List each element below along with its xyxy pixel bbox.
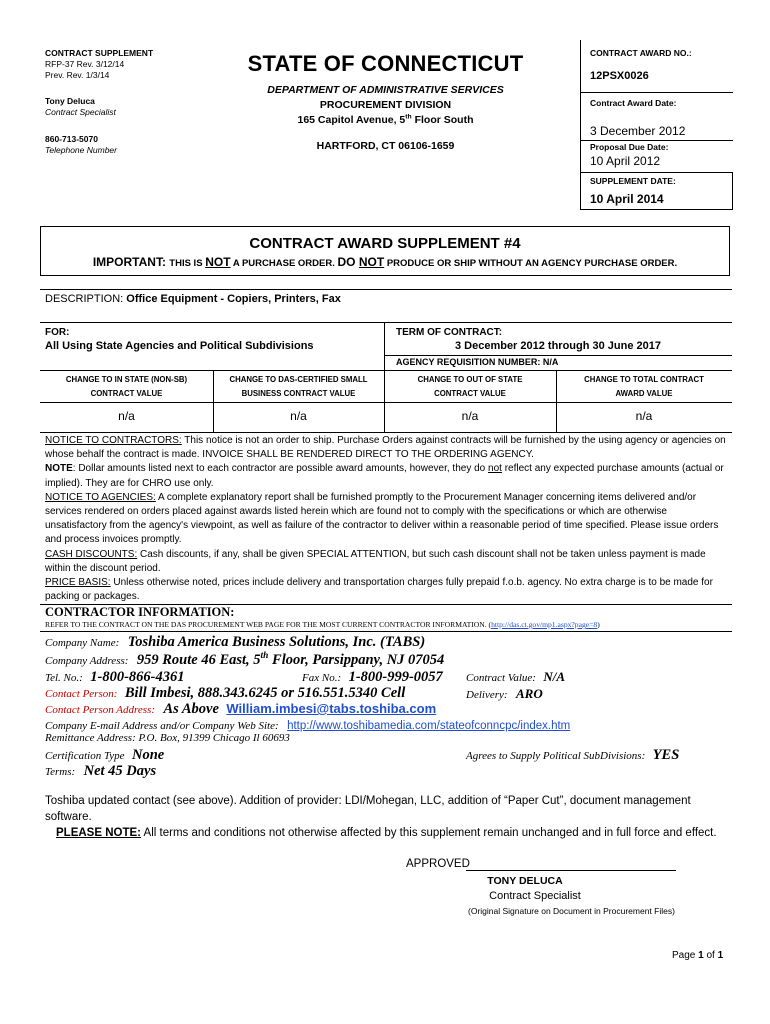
approver-name: TONY DELUCA: [487, 875, 563, 887]
rfp-revision: RFP-37 Rev. 3/12/14: [45, 59, 125, 69]
agrees-political-subdivisions: YES: [652, 747, 680, 763]
supplement-date: 10 April 2014: [590, 192, 664, 206]
change-value-total: n/a: [635, 409, 653, 423]
contact-address-row: Contact Person Address: As Above William.imbesi@tabs.toshiba.com: [45, 701, 437, 717]
requisition-number: AGENCY REQUISITION NUMBER: N/A: [396, 357, 559, 367]
division: PROCUREMENT DIVISION: [319, 99, 452, 111]
contact-address: As Above: [163, 701, 219, 717]
signature-note: (Original Signature on Document in Procurement Files): [468, 906, 675, 916]
tel-row: Tel. No.: 1-800-866-4361: [45, 669, 185, 685]
payment-terms: Net 45 Days: [83, 763, 157, 779]
specialist-name: Tony Deluca: [45, 96, 95, 106]
street-address: 165 Capitol Avenue, 5th Floor South: [297, 113, 474, 126]
price-basis: PRICE BASIS: Unless otherwise noted, prices include delivery and transportation charges fully prepaid f.o.b. agency. No extra charge is to be made for packing or packages.: [45, 577, 713, 603]
notice-to-agencies: NOTICE TO AGENCIES: A complete explanatory report shall be furnished promptly to the Procurement Manager concerning items delivered and/or services rendered on orders placed against awards listed herein which are found not to comply with the specifications or which are otherwise unsatisfactory from the agency's viewpoint, as well as failure of the contractor to deliver within a reasonable period of time specified. Please issue orders and process invoices promptly.: [45, 491, 719, 546]
city-address: HARTFORD, CT 06106-1659: [316, 140, 455, 152]
web-row: Company E-mail Address and/or Company Web Site: http://www.toshibamedia.com/stateofconncpc/index.htm: [45, 720, 571, 732]
header-left: [45, 48, 225, 156]
contact-email-link[interactable]: William.imbesi@tabs.toshiba.com: [226, 701, 437, 716]
certification-row: Certification Type None: [45, 747, 165, 763]
note: NOTE: Dollar amounts listed next to each contractor are possible award amounts, however, they do not reflect any expected purchase amounts (actual or implied). They are for CHRO use only.: [45, 463, 724, 489]
specialist-role: Contract Specialist: [45, 107, 116, 117]
delivery: ARO: [515, 686, 543, 701]
contact-person-row: Contact Person: Bill Imbesi, 888.343.6245 or 516.551.5340 Cell: [45, 685, 406, 701]
important-notice: IMPORTANT: THIS IS NOT A PURCHASE ORDER. DO NOT PRODUCE OR SHIP WITHOUT AN AGENCY PURCHASE ORDER.: [92, 255, 678, 269]
award-no-label: CONTRACT AWARD NO.:: [590, 48, 692, 58]
header-center: [233, 50, 538, 152]
contract-value: N/A: [543, 669, 566, 684]
certification-type: None: [132, 747, 165, 763]
for-value: All Using State Agencies and Political Subdivisions: [45, 340, 314, 352]
award-info-box: [580, 40, 732, 210]
for-label: FOR:: [45, 327, 70, 338]
fax-row: Fax No.: 1-800-999-0057: [302, 669, 443, 685]
supplement-date-label: SUPPLEMENT DATE:: [590, 176, 676, 186]
award-date-label: Contract Award Date:: [590, 98, 677, 108]
company-name-row: Company Name: Toshiba America Business Solutions, Inc. (TABS): [45, 634, 426, 650]
company-address: 959 Route 46 East, 5th Floor, Parsippany, NJ 07054: [136, 651, 445, 668]
proposal-due-label: Proposal Due Date:: [590, 142, 669, 152]
state-title: STATE OF CONNECTICUT: [247, 51, 524, 76]
fax: 1-800-999-0057: [348, 669, 443, 685]
change-header-out-of-state: CHANGE TO OUT OF STATE CONTRACT VALUE: [417, 375, 523, 398]
specialist-phone: 860-713-5070: [45, 134, 98, 144]
please-note: PLEASE NOTE: All terms and conditions not otherwise affected by this supplement remain unchanged and in full force and effect.: [56, 827, 717, 839]
contact-person: Bill Imbesi, 888.343.6245 or 516.551.5340 Cell: [124, 685, 406, 701]
page-number: Page 1 of 1: [672, 950, 724, 961]
company-address-row: Company Address: 959 Route 46 East, 5th Floor, Parsippany, NJ 07054: [45, 651, 445, 668]
term-label: TERM OF CONTRACT:: [396, 327, 503, 338]
approved-label: APPROVED: [406, 858, 470, 870]
form-title: CONTRACT SUPPLEMENT: [45, 48, 154, 58]
company-website-link[interactable]: http://www.toshibamedia.com/stateofconncpc/index.htm: [287, 720, 571, 732]
supplement-title: CONTRACT AWARD SUPPLEMENT #4: [249, 235, 521, 252]
change-header-small-business: CHANGE TO DAS-CERTIFIED SMALL BUSINESS CONTRACT VALUE: [229, 375, 368, 398]
terms-row: Terms: Net 45 Days: [45, 763, 157, 779]
contractor-refer: REFER TO THE CONTRACT ON THE DAS PROCUREMENT WEB PAGE FOR THE MOST CURRENT CONTRACTOR INFORMATION. (http://das.ct.gov/mp1.aspx?page=8): [45, 620, 600, 629]
change-value-small-business: n/a: [290, 409, 307, 423]
change-value-out-of-state: n/a: [461, 409, 479, 423]
notices: [45, 434, 730, 604]
cash-discounts: CASH DISCOUNTS: Cash discounts, if any, shall be given SPECIAL ATTENTION, but such cash discount shall not be taken unless payment is made within the discount period.: [45, 548, 706, 574]
prev-revision: Prev. Rev. 1/3/14: [45, 70, 110, 80]
change-value-in-state: n/a: [118, 409, 135, 423]
approver-title: Contract Specialist: [489, 890, 581, 902]
notice-to-contractors: NOTICE TO CONTRACTORS: This notice is not an order to ship. Purchase Orders against contracts will be furnished by the using agency or agencies on whose behalf the contract is made. INVOICE SHALL BE RENDERED DIRECT TO THE ORDERING AGENCY.: [45, 435, 726, 461]
agrees-row: Agrees to Supply Political SubDivisions: YES: [466, 747, 680, 763]
award-no: 12PSX0026: [590, 70, 649, 82]
remittance-address: Remittance Address: P.O. Box, 91399 Chicago Il 60693: [45, 732, 290, 744]
contract-value-row: Contract Value: N/A: [466, 669, 566, 684]
contractor-heading: CONTRACTOR INFORMATION:: [45, 605, 235, 619]
telephone: 1-800-866-4361: [90, 669, 185, 685]
change-header-total: CHANGE TO TOTAL CONTRACT AWARD VALUE: [584, 375, 704, 398]
term-value: 3 December 2012 through 30 June 2017: [454, 340, 662, 352]
delivery-row: Delivery: ARO: [466, 686, 543, 701]
description: DESCRIPTION: Office Equipment - Copiers, Printers, Fax: [45, 293, 341, 305]
update-text: Toshiba updated contact (see above). Addition of provider: LDI/Mohegan, LLC, addition of “Paper Cut”, document management software.: [45, 795, 691, 823]
phone-label: Telephone Number: [45, 145, 117, 155]
award-date: 3 December 2012: [590, 124, 686, 138]
company-name: Toshiba America Business Solutions, Inc. (TABS): [127, 634, 426, 650]
proposal-due: 10 April 2012: [590, 154, 661, 168]
das-procurement-link[interactable]: http://das.ct.gov/mp1.aspx?page=8: [491, 620, 598, 629]
change-header-in-state: CHANGE TO IN STATE (NON-SB) CONTRACT VALUE: [65, 375, 188, 398]
department: DEPARTMENT OF ADMINISTRATIVE SERVICES: [267, 84, 504, 96]
title-box: [40, 226, 730, 276]
